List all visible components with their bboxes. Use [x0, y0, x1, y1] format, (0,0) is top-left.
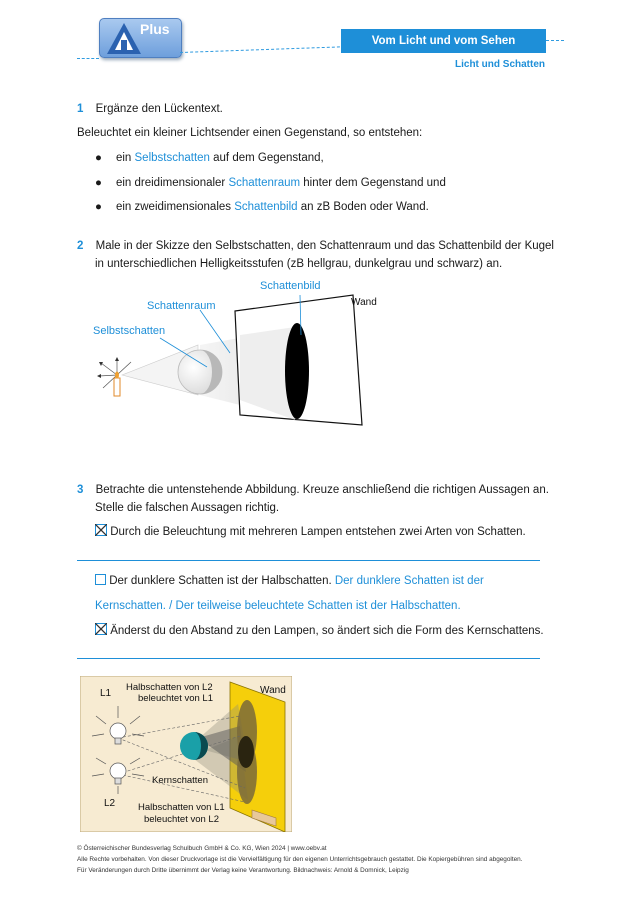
- task2-line-2: in unterschiedlichen Helligkeitsstufen (zB hellgrau, dunkelgrau und schwarz) an.: [95, 258, 503, 270]
- task2-line-1: 2 Male in der Skizze den Selbstschatten, den Schattenraum und das Schattenbild der Kugel: [77, 240, 554, 252]
- chapter-banner: Vom Licht und vom Sehen: [341, 29, 546, 53]
- task3-line-2: Stelle die falschen Aussagen richtig.: [95, 502, 280, 514]
- logo-label: Plus: [140, 21, 170, 37]
- page-subtitle: Licht und Schatten: [455, 59, 545, 70]
- triangle-logo-icon: [104, 20, 144, 56]
- label-halb-l2-b: beleuchtet von L1: [138, 693, 214, 704]
- answer-line-2: [77, 658, 540, 659]
- label-wand: Wand: [260, 685, 286, 696]
- answer-schattenraum: Schattenraum: [228, 177, 301, 189]
- label-halb-l2-a: Halbschatten von L2: [126, 682, 213, 693]
- shadow-image: [285, 323, 309, 419]
- header-dash-left: [77, 58, 99, 59]
- task1-bullet-2: ● ein dreidimensionaler Schattenraum hinter dem Gegenstand und: [95, 177, 446, 189]
- task1-bullet-1: ● ein Selbstschatten auf dem Gegenstand,: [95, 152, 324, 164]
- correction-2b: Kernschatten. / Der teilweise beleuchtete Schatten ist der Halbschatten.: [95, 600, 461, 612]
- statement-3: Änderst du den Abstand zu den Lampen, so ändert sich die Form des Kernschattens.: [95, 623, 544, 639]
- kernschatten: [238, 736, 254, 768]
- label-l1: L1: [100, 688, 112, 699]
- candle-icon: [97, 357, 131, 396]
- checked-box-icon[interactable]: [95, 623, 107, 635]
- label-halb-l1-b: beleuchtet von L2: [144, 814, 220, 825]
- task1-instruction: Ergänze den Lückentext.: [95, 103, 223, 115]
- task3-line-1: 3 Betrachte die untenstehende Abbildung. Kreuze anschließend die richtigen Aussagen an.: [77, 484, 549, 496]
- shadow-sketch: [0, 275, 640, 430]
- label-halb-l1-a: Halbschatten von L1: [138, 802, 225, 813]
- answer-line-1: [77, 560, 540, 561]
- answer-schattenbild: Schattenbild: [234, 201, 298, 213]
- task3-number: 3: [77, 484, 84, 496]
- label-l2: L2: [104, 798, 116, 809]
- header-dash-right: [546, 40, 564, 41]
- two-lamps-figure: [80, 676, 292, 832]
- footer-rights: Alle Rechte vorbehalten. Von dieser Druckvorlage ist die Vervielfältigung für den eigenen Unterrichtsgebrauch gestattet. Die Kopiergebühren sind abgegolten.: [77, 856, 523, 863]
- correction-2a: Der dunklere Schatten ist der: [334, 575, 484, 587]
- label-schattenbild: Schattenbild: [260, 280, 321, 292]
- footer-credits: Für Veränderungen durch Dritte übernimmt der Verlag keine Verantwortung. Bildnachweis: Arnold & Domnick, Leipzig: [77, 867, 409, 874]
- statement-2: Der dunklere Schatten ist der Halbschatten. Der dunklere Schatten ist der: [95, 573, 484, 589]
- unchecked-box-icon[interactable]: [95, 574, 106, 585]
- task1-intro: Beleuchtet ein kleiner Lichtsender einen Gegenstand, so entstehen:: [77, 127, 423, 139]
- label-wand: Wand: [351, 297, 377, 308]
- header-dash-mid: [180, 46, 340, 53]
- task1-number: 1: [77, 103, 84, 115]
- footer-copyright: © Österreichischer Bundesverlag Schulbuch GmbH & Co. KG, Wien 2024 | www.oebv.at: [77, 845, 327, 852]
- label-kern: Kernschatten: [152, 775, 208, 786]
- task1-heading: [77, 101, 223, 117]
- answer-selbstschatten: Selbstschatten: [134, 152, 210, 164]
- label-selbstschatten: Selbstschatten: [93, 325, 166, 337]
- task1-bullet-3: ● ein zweidimensionales Schattenbild an zB Boden oder Wand.: [95, 201, 429, 213]
- statement-1: Durch die Beleuchtung mit mehreren Lampen entstehen zwei Arten von Schatten.: [95, 524, 526, 540]
- label-schattenraum: Schattenraum: [147, 300, 216, 312]
- task2-number: 2: [77, 240, 84, 252]
- checked-box-icon[interactable]: [95, 524, 107, 536]
